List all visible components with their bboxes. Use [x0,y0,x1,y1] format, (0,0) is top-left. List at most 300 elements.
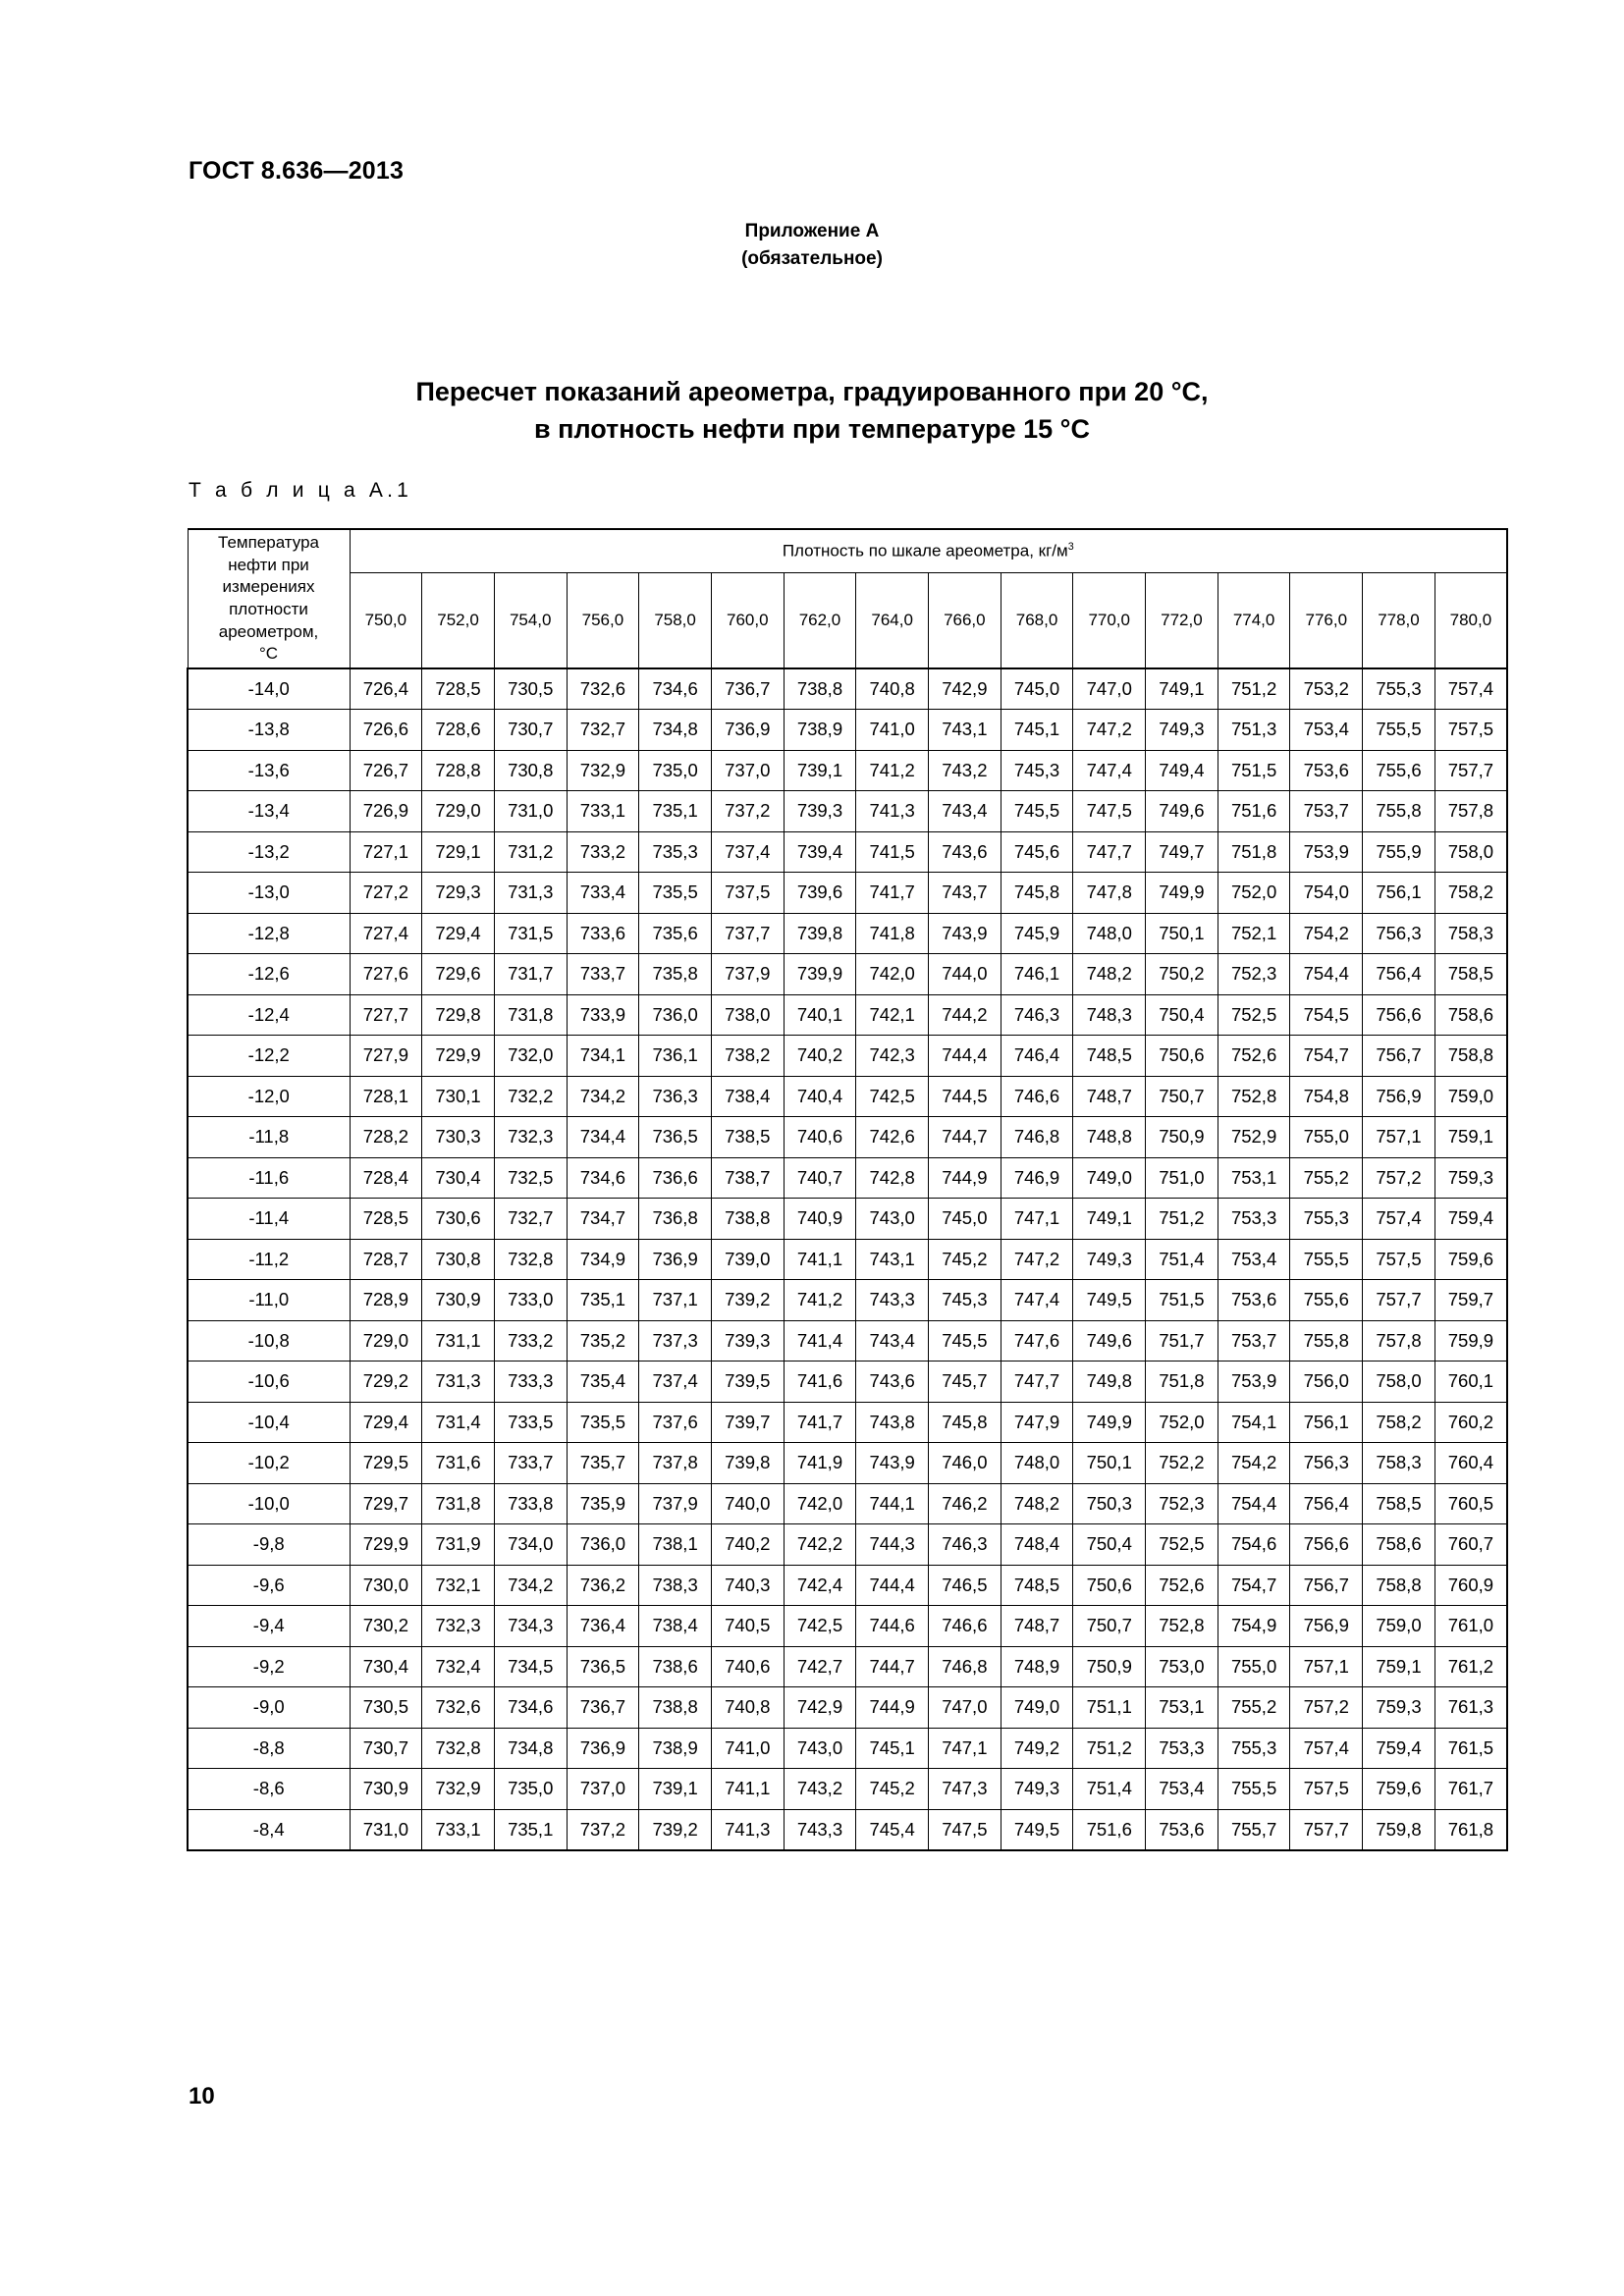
density-cell: 747,2 [1001,1239,1073,1280]
density-cell: 727,1 [350,831,422,873]
density-cell: 738,4 [639,1606,712,1647]
density-cell: 753,9 [1290,831,1363,873]
density-cell: 759,7 [1435,1280,1507,1321]
density-cell: 760,1 [1435,1362,1507,1403]
density-cell: 740,2 [711,1524,784,1566]
density-cell: 761,5 [1435,1728,1507,1769]
density-cell: 728,6 [422,710,495,751]
density-cell: 749,7 [1146,831,1218,873]
density-cell: 756,6 [1290,1524,1363,1566]
density-cell: 739,5 [711,1362,784,1403]
density-cell: 734,2 [567,1076,639,1117]
density-cell: 735,3 [639,831,712,873]
density-cell: 743,6 [929,831,1001,873]
density-cell: 737,3 [639,1320,712,1362]
page-number: 10 [189,2083,215,2109]
density-cell: 739,9 [784,954,856,995]
density-cell: 741,2 [784,1280,856,1321]
density-cell: 735,4 [567,1362,639,1403]
density-cell: 731,8 [422,1483,495,1524]
density-cell: 731,5 [494,913,567,954]
density-cell: 730,4 [422,1157,495,1199]
density-cell: 754,2 [1290,913,1363,954]
density-cell: 747,0 [929,1687,1001,1729]
density-cell: 751,4 [1073,1769,1146,1810]
density-cell: 740,4 [784,1076,856,1117]
temperature-cell: -10,0 [188,1483,350,1524]
density-cell: 750,1 [1146,913,1218,954]
density-cell: 743,7 [929,873,1001,914]
density-cell: 735,0 [639,750,712,791]
density-cell: 740,9 [784,1199,856,1240]
table-row [188,1199,1507,1240]
density-cell: 755,5 [1290,1239,1363,1280]
density-cell: 755,3 [1363,668,1435,710]
density-cell: 753,9 [1218,1362,1290,1403]
density-cell: 733,6 [567,913,639,954]
density-cell: 760,5 [1435,1483,1507,1524]
table-head-row-2 [188,572,1507,668]
density-cell: 733,1 [567,791,639,832]
standard-code: ГОСТ 8.636—2013 [189,157,405,185]
corner-header-line-4: ареометром, [218,621,319,641]
density-cell: 734,7 [567,1199,639,1240]
density-cell: 745,5 [929,1320,1001,1362]
density-cell: 739,4 [784,831,856,873]
density-cell: 745,1 [1001,710,1073,751]
density-cell: 736,7 [567,1687,639,1729]
table-row [188,1769,1507,1810]
density-cell: 748,7 [1001,1606,1073,1647]
density-cell: 753,7 [1218,1320,1290,1362]
density-cell: 726,7 [350,750,422,791]
density-cell: 734,6 [567,1157,639,1199]
density-cell: 758,6 [1363,1524,1435,1566]
density-cell: 740,8 [856,668,929,710]
density-cell: 758,5 [1435,954,1507,995]
density-cell: 759,1 [1435,1117,1507,1158]
density-cell: 731,9 [422,1524,495,1566]
density-cell: 753,2 [1290,668,1363,710]
density-cell: 735,2 [567,1320,639,1362]
density-cell: 730,6 [422,1199,495,1240]
column-header-density-4: 758,0 [639,572,712,668]
density-cell: 729,2 [350,1362,422,1403]
table-row [188,994,1507,1036]
temperature-cell: -9,4 [188,1606,350,1647]
density-cell: 758,3 [1363,1443,1435,1484]
table-row [188,1402,1507,1443]
density-cell: 732,7 [567,710,639,751]
density-cell: 742,2 [784,1524,856,1566]
density-cell: 737,8 [639,1443,712,1484]
density-cell: 758,3 [1435,913,1507,954]
density-cell: 749,9 [1073,1402,1146,1443]
column-header-density-15: 780,0 [1435,572,1507,668]
density-cell: 747,6 [1001,1320,1073,1362]
density-cell: 733,0 [494,1280,567,1321]
density-cell: 729,1 [422,831,495,873]
density-cell: 734,4 [567,1117,639,1158]
density-cell: 751,6 [1218,791,1290,832]
density-cell: 756,0 [1290,1362,1363,1403]
density-cell: 728,7 [350,1239,422,1280]
density-cell: 752,1 [1218,913,1290,954]
density-cell: 759,0 [1363,1606,1435,1647]
density-cell: 731,6 [422,1443,495,1484]
density-cell: 756,9 [1363,1076,1435,1117]
density-cell: 730,4 [350,1646,422,1687]
density-cell: 756,1 [1363,873,1435,914]
column-header-density-11: 772,0 [1146,572,1218,668]
density-cell: 756,6 [1363,994,1435,1036]
table-row [188,1280,1507,1321]
table-row [188,668,1507,710]
density-cell: 746,9 [1001,1157,1073,1199]
density-cell: 754,4 [1290,954,1363,995]
column-header-density-3: 756,0 [567,572,639,668]
density-cell: 755,3 [1218,1728,1290,1769]
density-cell: 738,5 [711,1117,784,1158]
temperature-cell: -11,2 [188,1239,350,1280]
column-header-density-13: 776,0 [1290,572,1363,668]
corner-header-line-5: °C [258,644,279,664]
density-cell: 753,3 [1218,1199,1290,1240]
density-cell: 753,0 [1146,1646,1218,1687]
density-cell: 731,0 [494,791,567,832]
density-cell: 731,8 [494,994,567,1036]
density-cell: 745,8 [1001,873,1073,914]
density-cell: 741,6 [784,1362,856,1403]
density-cell: 752,3 [1218,954,1290,995]
density-cell: 736,9 [567,1728,639,1769]
density-cell: 757,8 [1363,1320,1435,1362]
density-cell: 753,3 [1146,1728,1218,1769]
density-cell: 733,7 [494,1443,567,1484]
column-header-density-10: 770,0 [1073,572,1146,668]
density-cell: 747,7 [1001,1362,1073,1403]
density-cell: 729,0 [422,791,495,832]
density-table-container [187,528,1508,1851]
density-cell: 744,5 [929,1076,1001,1117]
density-cell: 755,8 [1290,1320,1363,1362]
density-cell: 737,4 [639,1362,712,1403]
table-row [188,1809,1507,1850]
density-cell: 729,4 [422,913,495,954]
density-cell: 728,5 [422,668,495,710]
density-cell: 755,9 [1363,831,1435,873]
density-cell: 761,7 [1435,1769,1507,1810]
density-cell: 730,9 [350,1769,422,1810]
density-cell: 734,0 [494,1524,567,1566]
density-cell: 754,6 [1218,1524,1290,1566]
table-row [188,1076,1507,1117]
density-cell: 755,6 [1290,1280,1363,1321]
density-cell: 757,5 [1435,710,1507,751]
density-cell: 753,6 [1290,750,1363,791]
density-cell: 761,8 [1435,1809,1507,1850]
column-header-density-0: 750,0 [350,572,422,668]
density-cell: 731,0 [350,1809,422,1850]
density-cell: 756,1 [1290,1402,1363,1443]
density-cell: 754,9 [1218,1606,1290,1647]
column-header-density-2: 754,0 [494,572,567,668]
density-cell: 738,3 [639,1565,712,1606]
density-cell: 749,3 [1073,1239,1146,1280]
density-cell: 742,1 [856,994,929,1036]
column-header-density-1: 752,0 [422,572,495,668]
density-cell: 743,3 [784,1809,856,1850]
density-cell: 742,7 [784,1646,856,1687]
density-cell: 742,8 [856,1157,929,1199]
density-cell: 745,0 [929,1199,1001,1240]
density-cell: 732,6 [422,1687,495,1729]
density-cell: 734,5 [494,1646,567,1687]
density-cell: 728,5 [350,1199,422,1240]
density-cell: 753,6 [1146,1809,1218,1850]
density-cell: 751,2 [1218,668,1290,710]
density-cell: 761,2 [1435,1646,1507,1687]
density-cell: 745,3 [1001,750,1073,791]
density-cell: 731,7 [494,954,567,995]
temperature-cell: -9,8 [188,1524,350,1566]
density-cell: 736,8 [639,1199,712,1240]
density-cell: 760,7 [1435,1524,1507,1566]
density-cell: 735,1 [494,1809,567,1850]
temperature-cell: -8,6 [188,1769,350,1810]
density-cell: 733,2 [567,831,639,873]
density-cell: 732,3 [494,1117,567,1158]
density-cell: 738,9 [639,1728,712,1769]
density-cell: 734,8 [494,1728,567,1769]
density-cell: 745,0 [1001,668,1073,710]
density-cell: 738,7 [711,1157,784,1199]
density-cell: 733,8 [494,1483,567,1524]
density-cell: 741,3 [856,791,929,832]
density-cell: 741,5 [856,831,929,873]
density-cell: 733,4 [567,873,639,914]
density-cell: 754,1 [1218,1402,1290,1443]
density-cell: 742,0 [856,954,929,995]
density-cell: 752,5 [1218,994,1290,1036]
density-cell: 733,3 [494,1362,567,1403]
density-cell: 746,4 [1001,1036,1073,1077]
density-cell: 753,7 [1290,791,1363,832]
density-cell: 735,1 [567,1280,639,1321]
temperature-cell: -11,0 [188,1280,350,1321]
density-cell: 727,2 [350,873,422,914]
density-cell: 757,4 [1363,1199,1435,1240]
density-cell: 740,8 [711,1687,784,1729]
density-cell: 747,3 [929,1769,1001,1810]
density-cell: 743,0 [784,1728,856,1769]
table-row [188,1524,1507,1566]
density-cell: 734,3 [494,1606,567,1647]
density-cell: 738,6 [639,1646,712,1687]
density-cell: 730,1 [422,1076,495,1117]
density-cell: 757,7 [1290,1809,1363,1850]
density-cell: 730,5 [350,1687,422,1729]
density-cell: 742,5 [856,1076,929,1117]
density-cell: 729,0 [350,1320,422,1362]
density-cell: 757,8 [1435,791,1507,832]
density-cell: 753,4 [1290,710,1363,751]
column-header-density-6: 762,0 [784,572,856,668]
density-cell: 740,0 [711,1483,784,1524]
density-cell: 740,3 [711,1565,784,1606]
table-row [188,1565,1507,1606]
density-cell: 736,2 [567,1565,639,1606]
temperature-cell: -12,2 [188,1036,350,1077]
density-cell: 746,3 [1001,994,1073,1036]
page-title-line-2: в плотность нефти при температуре 15 °C [534,414,1090,445]
density-cell: 755,5 [1218,1769,1290,1810]
density-cell: 738,1 [639,1524,712,1566]
density-cell: 758,2 [1363,1402,1435,1443]
density-cell: 748,4 [1001,1524,1073,1566]
density-cell: 727,4 [350,913,422,954]
density-cell: 747,9 [1001,1402,1073,1443]
table-row [188,710,1507,751]
density-cell: 745,5 [1001,791,1073,832]
density-cell: 755,2 [1290,1157,1363,1199]
density-cell: 734,8 [639,710,712,751]
density-cell: 749,4 [1146,750,1218,791]
density-cell: 744,6 [856,1606,929,1647]
density-cell: 730,9 [422,1280,495,1321]
density-cell: 742,9 [929,668,1001,710]
table-row [188,1443,1507,1484]
density-cell: 749,0 [1001,1687,1073,1729]
density-cell: 751,1 [1073,1687,1146,1729]
column-header-density-5: 760,0 [711,572,784,668]
density-cell: 753,1 [1146,1687,1218,1729]
density-cell: 748,2 [1073,954,1146,995]
density-cell: 759,8 [1363,1809,1435,1850]
density-cell: 746,5 [929,1565,1001,1606]
density-cell: 749,5 [1073,1280,1146,1321]
table-row [188,1117,1507,1158]
density-cell: 746,0 [929,1443,1001,1484]
temperature-cell: -10,6 [188,1362,350,1403]
density-cell: 732,5 [494,1157,567,1199]
density-cell: 734,2 [494,1565,567,1606]
temperature-cell: -11,8 [188,1117,350,1158]
corner-header-line-3: плотности [229,600,308,618]
density-cell: 737,2 [567,1809,639,1850]
temperature-cell: -9,2 [188,1646,350,1687]
density-cell: 736,9 [711,710,784,751]
density-cell: 739,1 [639,1769,712,1810]
density-cell: 732,3 [422,1606,495,1647]
density-cell: 729,4 [350,1402,422,1443]
density-cell: 757,7 [1435,750,1507,791]
density-cell: 729,6 [422,954,495,995]
density-cell: 757,2 [1290,1687,1363,1729]
density-cell: 727,7 [350,994,422,1036]
density-cell: 741,0 [856,710,929,751]
density-cell: 747,2 [1073,710,1146,751]
density-cell: 737,2 [711,791,784,832]
density-cell: 747,0 [1073,668,1146,710]
density-cell: 743,3 [856,1280,929,1321]
density-cell: 736,0 [567,1524,639,1566]
density-cell: 732,7 [494,1199,567,1240]
temperature-cell: -12,8 [188,913,350,954]
density-cell: 743,2 [929,750,1001,791]
density-cell: 727,9 [350,1036,422,1077]
density-cell: 750,4 [1146,994,1218,1036]
temperature-cell: -12,6 [188,954,350,995]
table-row [188,791,1507,832]
temperature-cell: -13,2 [188,831,350,873]
density-cell: 726,4 [350,668,422,710]
density-cell: 741,7 [856,873,929,914]
density-cell: 750,7 [1146,1076,1218,1117]
density-cell: 751,4 [1146,1239,1218,1280]
table-caption: Т а б л и ц а А.1 [189,479,412,502]
density-cell: 747,4 [1073,750,1146,791]
corner-header-line-2: измерениях [222,577,315,597]
density-cell: 736,5 [567,1646,639,1687]
density-cell: 752,8 [1146,1606,1218,1647]
density-cell: 733,9 [567,994,639,1036]
density-cell: 745,9 [1001,913,1073,954]
span-header-exponent: 3 [1067,540,1074,553]
temperature-cell: -13,6 [188,750,350,791]
density-cell: 734,9 [567,1239,639,1280]
density-cell: 737,0 [711,750,784,791]
density-cell: 750,4 [1073,1524,1146,1566]
corner-header-line-0: Температура [218,533,319,553]
density-cell: 742,4 [784,1565,856,1606]
density-cell: 738,8 [639,1687,712,1729]
density-cell: 757,2 [1363,1157,1435,1199]
column-header-density-7: 764,0 [856,572,929,668]
density-cell: 742,6 [856,1117,929,1158]
density-cell: 751,7 [1146,1320,1218,1362]
density-cell: 751,5 [1146,1280,1218,1321]
density-cell: 740,1 [784,994,856,1036]
density-cell: 730,5 [494,668,567,710]
density-cell: 738,4 [711,1076,784,1117]
temperature-cell: -10,8 [188,1320,350,1362]
density-cell: 756,9 [1290,1606,1363,1647]
density-cell: 732,9 [422,1769,495,1810]
density-cell: 748,9 [1001,1646,1073,1687]
density-cell: 744,4 [856,1565,929,1606]
density-cell: 736,7 [711,668,784,710]
density-cell: 739,1 [784,750,856,791]
density-cell: 743,9 [929,913,1001,954]
density-cell: 756,7 [1363,1036,1435,1077]
density-cell: 751,6 [1073,1809,1146,1850]
density-cell: 752,6 [1218,1036,1290,1077]
density-conversion-table [187,528,1508,1851]
density-cell: 751,0 [1146,1157,1218,1199]
density-cell: 760,9 [1435,1565,1507,1606]
density-cell: 748,0 [1073,913,1146,954]
density-cell: 755,0 [1218,1646,1290,1687]
density-cell: 739,6 [784,873,856,914]
density-cell: 755,5 [1363,710,1435,751]
density-cell: 738,8 [784,668,856,710]
density-cell: 755,0 [1290,1117,1363,1158]
density-cell: 745,8 [929,1402,1001,1443]
density-cell: 739,0 [711,1239,784,1280]
density-cell: 744,9 [929,1157,1001,1199]
density-cell: 757,1 [1290,1646,1363,1687]
